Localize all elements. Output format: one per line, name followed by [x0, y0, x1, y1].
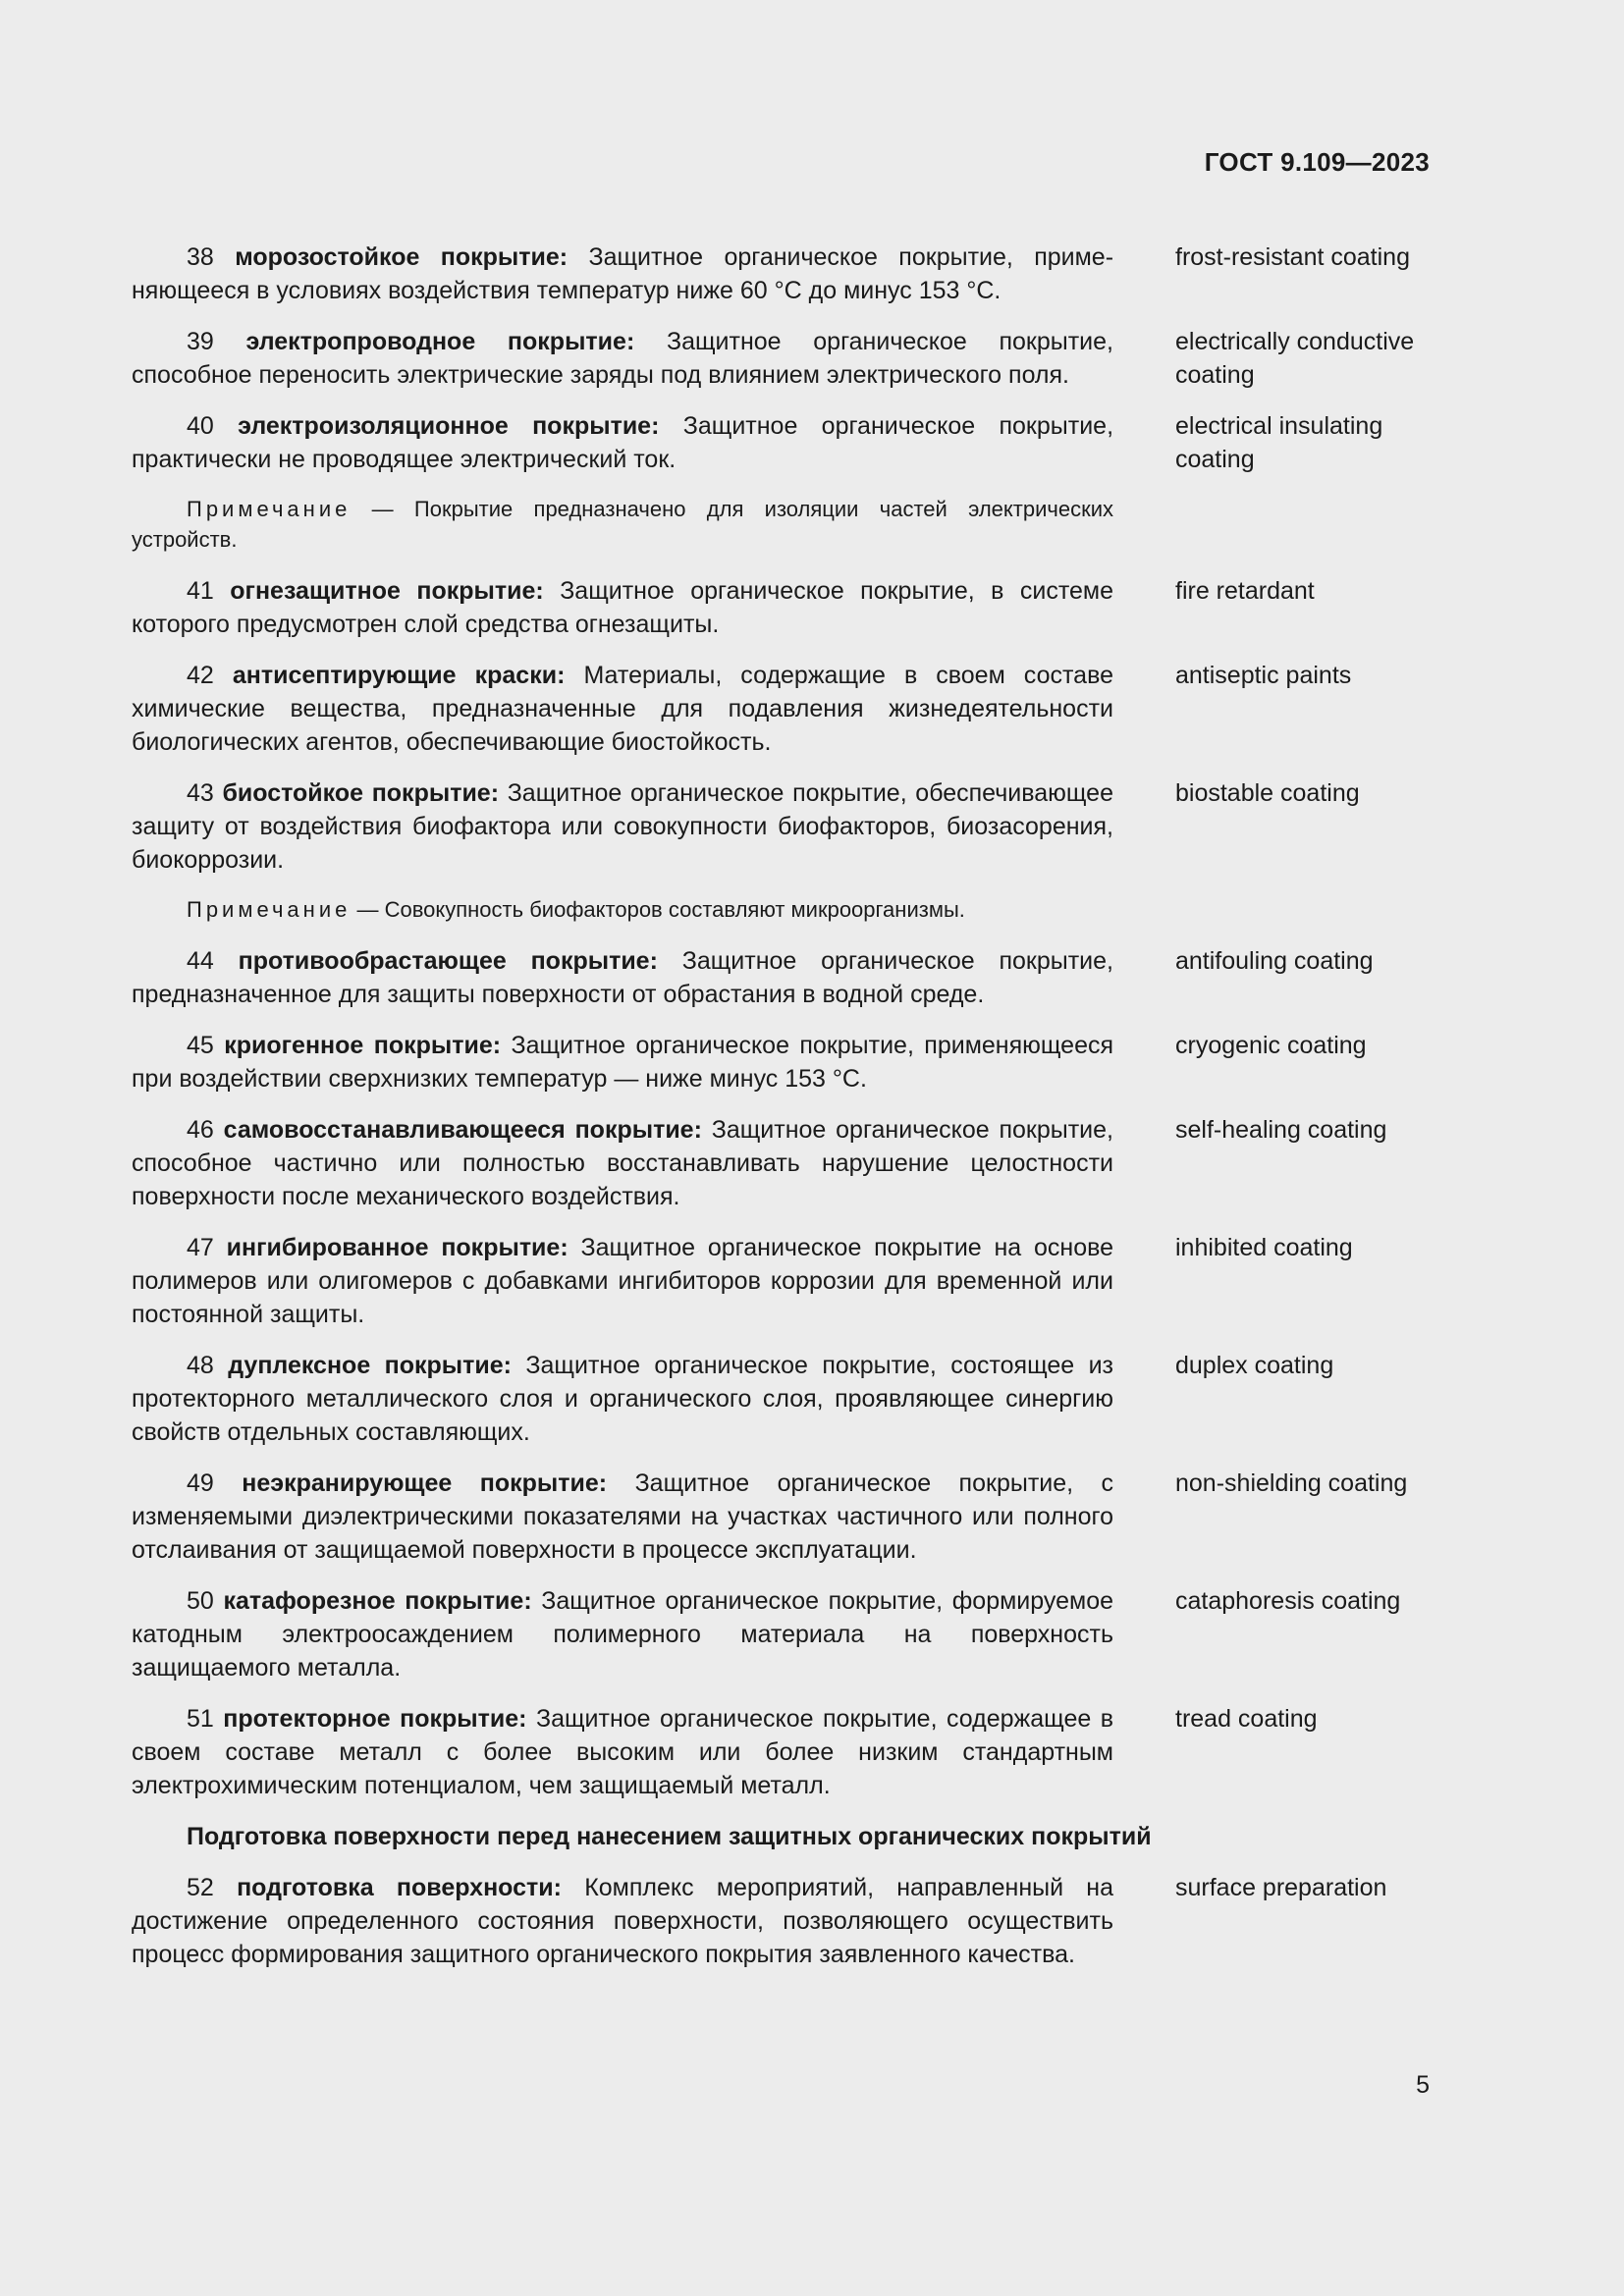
term-number: 39 [187, 328, 214, 355]
term-entry-49 [132, 1467, 1430, 1567]
term-name: криогенное покрытие: [224, 1032, 502, 1059]
note-text: — Совокупность биофакторов составляют микроорганизмы. [351, 897, 965, 922]
term-definition-text: Защитное органическое покрытие, с изменяемыми диэлектрическими показателями на участках частичного или полного отслаивания от защищаемой поверхности в процессе эксплуатации. [132, 1469, 1114, 1564]
term-entry-46 [132, 1113, 1430, 1213]
entries-group-b [132, 574, 1430, 877]
term-number: 41 [187, 577, 214, 605]
term-definition [132, 1871, 1113, 1971]
term-definition-text: Материалы, содержащие в своем составе химические вещества, предназначенные для подавления жизнедеятельности биологических агентов, обеспечивающие биостойкость. [132, 662, 1113, 756]
term-name: электроизоляционное покрытие: [238, 412, 660, 440]
note-40 [132, 494, 1113, 555]
term-definition [132, 1231, 1113, 1331]
term-definition [132, 776, 1113, 877]
term-entry-42 [132, 659, 1430, 759]
term-name: протекторное покрытие: [223, 1705, 527, 1733]
english-term: tread coating [1175, 1705, 1318, 1733]
english-term: antiseptic paints [1175, 662, 1352, 689]
english-term: non-shielding coating [1175, 1469, 1408, 1497]
english-term: biostable coating [1175, 779, 1360, 807]
term-definition-text: Защитное органическое покрытие, применяющееся в условиях воздействия температур ниже 60 °С до минус 153 °С. [132, 243, 1114, 304]
term-definition [132, 1349, 1113, 1449]
term-definition-text: Защитное органическое покрытие, практически не проводящее электрический ток. [132, 412, 1114, 473]
english-term: duplex coating [1175, 1352, 1334, 1379]
term-entry-43 [132, 776, 1430, 877]
term-definition [132, 1113, 1113, 1213]
entries-group-d [132, 1871, 1430, 1971]
term-entry-50 [132, 1584, 1430, 1684]
term-name: подготовка поверхности: [237, 1874, 562, 1901]
term-entry-48 [132, 1349, 1430, 1449]
term-name: биостойкое покрытие: [222, 779, 500, 807]
english-term: inhibited coating [1175, 1234, 1353, 1261]
term-definition-text: Защитное органическое покрытие, формируемое катодным электроосаждением полимерного материала на поверхность защищаемого металла. [132, 1587, 1114, 1682]
term-definition [132, 1467, 1113, 1567]
term-number: 46 [187, 1116, 214, 1144]
entries-group-a [132, 240, 1430, 476]
term-definition-text: Защитное органическое покрытие, применяющееся при воздействии сверхнизких температур — ниже минус 153 °С. [132, 1032, 1114, 1093]
term-definition-text: Защитное органическое покрытие, в системе которого предусмотрен слой средства огнезащиты. [132, 577, 1113, 638]
term-name: дуплексное покрытие: [228, 1352, 512, 1379]
term-entry-45 [132, 1029, 1430, 1095]
term-entry-40 [132, 409, 1430, 476]
term-definition-text: Защитное органическое покрытие, состоящее из протекторного металлического слоя и органического слоя, проявляющее синергию свойств отдельных составляющих. [132, 1352, 1114, 1446]
term-number: 51 [187, 1705, 214, 1733]
term-name: противообрастающее покрытие: [238, 947, 658, 975]
note-label: Примечание [187, 497, 352, 521]
english-term: electrically conductive coating [1175, 328, 1415, 389]
note-43 [132, 894, 1113, 925]
term-number: 42 [187, 662, 214, 689]
term-entry-41 [132, 574, 1430, 641]
term-number: 47 [187, 1234, 214, 1261]
term-entry-52 [132, 1871, 1430, 1971]
terms-content [132, 240, 1430, 1989]
term-definition [132, 1584, 1113, 1684]
term-definition-text: Защитное органическое покрытие, предназначенное для защиты поверхности от обрастания в водной среде. [132, 947, 1113, 1008]
term-definition [132, 325, 1113, 392]
english-term: self-healing coating [1175, 1116, 1387, 1144]
english-term: antifouling coating [1175, 947, 1374, 975]
term-name: неэкранирующее покрытие: [242, 1469, 608, 1497]
term-number: 49 [187, 1469, 214, 1497]
page-number: 5 [1416, 2071, 1430, 2099]
term-definition [132, 1029, 1113, 1095]
term-definition-text: Защитное органическое покрытие, способное переносить электрические заряды под влиянием электрического поля. [132, 328, 1113, 389]
term-definition [132, 574, 1113, 641]
term-definition-text: Защитное органическое покрытие, способное частично или полностью восстанавливать нарушение целостности поверхности после механического воздействия. [132, 1116, 1113, 1210]
document-id: ГОСТ 9.109—2023 [1204, 147, 1430, 177]
term-name: морозостойкое покрытие: [235, 243, 568, 271]
term-number: 52 [187, 1874, 214, 1901]
term-entry-38 [132, 240, 1430, 307]
term-name: самовосстанавливающееся покрытие: [223, 1116, 702, 1144]
term-name: электропроводное покрытие: [245, 328, 635, 355]
english-term: fire retardant [1175, 577, 1315, 605]
term-definition-text: Защитное органическое покрытие, обеспечивающее защиту от воздействия биофактора или совокупности биофакторов, биозасорения, биокоррозии. [132, 779, 1113, 874]
term-definition [132, 240, 1113, 307]
term-name: антисептирующие краски: [232, 662, 566, 689]
term-number: 40 [187, 412, 214, 440]
entries-group-c [132, 944, 1430, 1802]
term-definition [132, 409, 1113, 476]
english-term: electrical insulating coating [1175, 412, 1383, 473]
english-term: cryogenic coating [1175, 1032, 1367, 1059]
term-definition-text: Защитное органическое покрытие на основе полимеров или олигомеров с добавками ингибиторов коррозии для временной или постоянной защиты. [132, 1234, 1114, 1328]
term-definition [132, 1702, 1113, 1802]
term-definition [132, 944, 1113, 1011]
term-number: 48 [187, 1352, 214, 1379]
term-name: катафорезное покрытие: [223, 1587, 532, 1615]
term-entry-39 [132, 325, 1430, 392]
term-entry-47 [132, 1231, 1430, 1331]
term-number: 50 [187, 1587, 214, 1615]
note-label: Примечание [187, 897, 352, 922]
term-entry-44 [132, 944, 1430, 1011]
english-term: frost-resistant coating [1175, 243, 1410, 271]
english-term: cataphoresis coating [1175, 1587, 1401, 1615]
english-term: surface preparation [1175, 1874, 1387, 1901]
term-number: 44 [187, 947, 214, 975]
section-title: Подготовка поверхности перед нанесением защитных органических покрытий [187, 1823, 1152, 1850]
term-name: ингибированное покрытие: [226, 1234, 568, 1261]
term-entry-51 [132, 1702, 1430, 1802]
term-definition-text: Комплекс мероприятий, направленный на достижение определенного состояния поверхности, позволяющего осуществить процесс формирования защитного органического покрытия заявленного качества. [132, 1874, 1114, 1968]
term-definition [132, 659, 1113, 759]
term-name: огнезащитное покрытие: [230, 577, 544, 605]
term-number: 38 [187, 243, 214, 271]
note-text: — Покрытие предназначено для изоляции частей электрических устройств. [132, 497, 1113, 552]
term-definition-text: Защитное органическое покрытие, содержащее в своем составе металл с более высоким или более низким стандартным электрохимическим потенциалом, чем защищаемый металл. [132, 1705, 1113, 1799]
term-number: 43 [187, 779, 214, 807]
term-number: 45 [187, 1032, 214, 1059]
